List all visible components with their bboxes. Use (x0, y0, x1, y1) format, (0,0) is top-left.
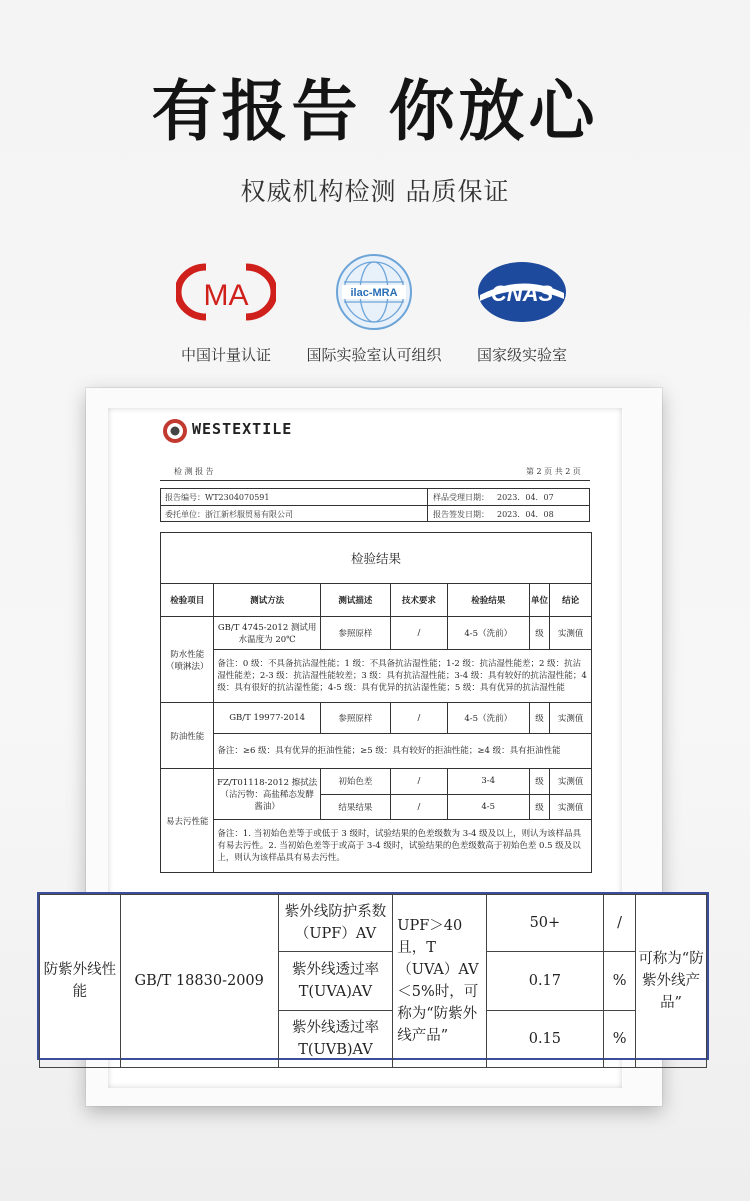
westextile-logo-icon (162, 418, 188, 444)
table-note-row: 备注：≥6 级：具有优异的拒油性能；≥5 级：具有较好的拒油性能；≥4 级：具有拒油性能 (161, 734, 592, 769)
table-title: 检验结果 (161, 533, 592, 584)
doc-title: 检 测 报 告 (174, 467, 214, 476)
report-info: 报告编号：WT2304070591 委托单位：浙江新杉服贸易有限公司 样品受理日期： 2023．04．07 报告签发日期： 2023．04．08 (160, 488, 590, 522)
table-note-row: 备注：0 级：不具备抗沾湿性能；1 级：不具备抗沾湿性能；1-2 级：抗沾湿性能差；2 级：抗沾湿性能差；2-3 级：抗沾湿性能较差；3 级：具有抗沾湿性能；3-4 级：具有较好的抗沾湿性能；4 级：具有很好的抗沾湿性能；4-5 级：具有优异的抗沾湿性能；5 级：具有优异的抗沾湿性能 (161, 650, 592, 703)
report-number: WT2304070591 (205, 493, 270, 502)
brand-name: WESTEXTILE (192, 420, 293, 438)
table-row: 防水性能（喷淋法） GB/T 4745-2012 测试用水温度为 20℃ 参照原样 / 4-5（洗前） 级 实测值 (161, 617, 592, 650)
cert-caption: 中国计量认证 (180, 346, 271, 364)
svg-text:CNAS: CNAS (490, 281, 554, 306)
table-row: 结果结果 / 4-5 级 实测值 (161, 794, 592, 820)
page-info: 第 2 页 共 2 页 (526, 467, 581, 476)
results-table (160, 532, 592, 873)
received-date: 2023．04．07 (497, 493, 554, 502)
cert-caption: 国际实验室认可组织 (306, 346, 442, 364)
svg-text:ilac-MRA: ilac-MRA (350, 287, 398, 299)
svg-text:MA: MA (203, 279, 249, 312)
uv-conclusion: 可称为“防紫外线产品” (636, 895, 707, 1068)
table-row: 紫外线透过率 T(UVB)AV 0.15 % (40, 1011, 707, 1068)
cnas-logo-icon (432, 250, 612, 334)
uv-table (39, 894, 707, 1068)
uv-result-callout (37, 892, 709, 1060)
table-row: 防油性能 GB/T 19977-2014 参照原样 / 4-5（洗前） 级 实测值 (161, 703, 592, 734)
uv-item: 防紫外线性能 (40, 895, 121, 1068)
cert-cnas (432, 250, 612, 365)
table-row: 防紫外线性能 GB/T 18830-2009 紫外线防护系数（UPF）AV UPF＞40 且，T（UVA）AV＜5%时，可称为“防紫外线产品” 50+ / 可称为“防紫外线产品” (40, 895, 707, 952)
hero-title: 有报告 你放心 (151, 73, 599, 150)
table-row: 易去污性能 FZ/T01118-2012 擦拭法（沾污物：高盐稀态发酵酱油） 初始色差 / 3-4 级 实测值 (161, 769, 592, 795)
table-header-row: 检验项目 测试方法 测试描述 技术要求 检验结果 单位 结论 (161, 584, 592, 617)
uv-method: GB/T 18830-2009 (120, 895, 278, 1068)
issued-date: 2023．04．08 (497, 510, 554, 519)
client-name: 浙江新杉服贸易有限公司 (205, 510, 293, 519)
cert-caption: 国家级实验室 (476, 346, 567, 364)
table-row: 紫外线透过率 T(UVA)AV 0.17 % (40, 952, 707, 1011)
table-note-row: 备注：1. 当初始色差等于或低于 3 级时，试验结果的色差级数为 3-4 级及以上，则认为该样品具有易去污性。2. 当初始色差等于或高于 3-4 级时，试验结果的色差级数高于初始色差 0.5 级及以上，则认为该样品具有易去污性。 (161, 820, 592, 873)
uv-requirement: UPF＞40 且，T（UVA）AV＜5%时，可称为“防紫外线产品” (393, 895, 486, 1068)
hero-subtitle: 权威机构检测 品质保证 (240, 177, 510, 206)
